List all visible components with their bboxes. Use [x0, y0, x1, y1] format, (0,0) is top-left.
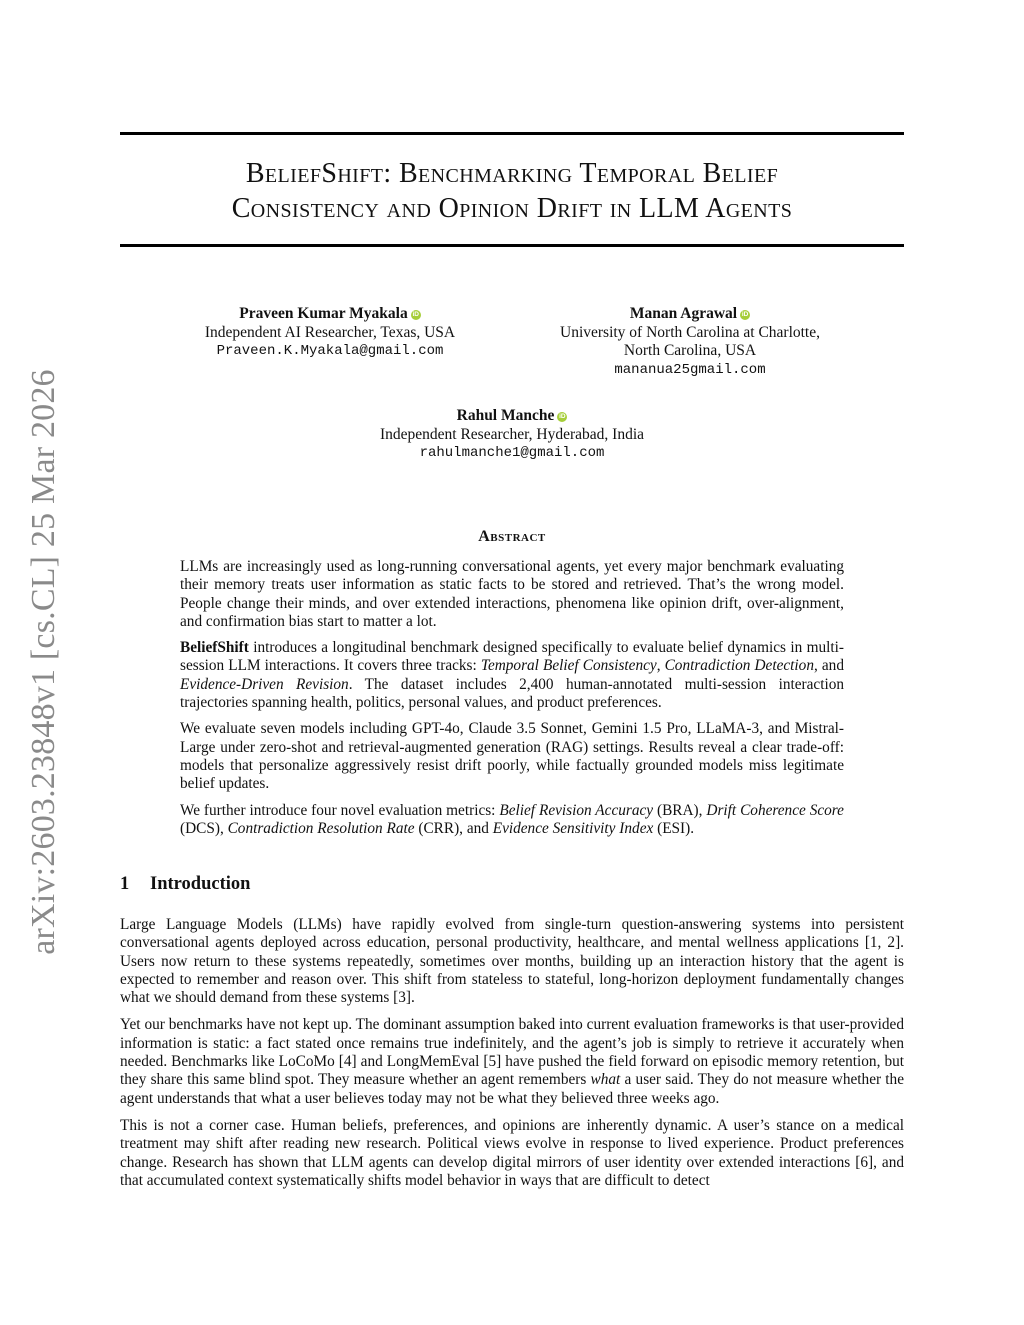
author-block-2: [540, 305, 840, 379]
title-rule-bottom: [120, 244, 904, 247]
intro-paragraph-3: This is not a corner case. Human beliefs, preferences, and opinions are inherently dynamic. A user’s stance on a medical treatment may shift after reading new research. Political views evolve in response to lived experience. Product preferences change. Research has shown that LLM agents can develop digital mirrors of user identity over extended interactions [6], and that accumulated context systematically shifts model behavior in ways that are difficult to detect: [120, 1116, 904, 1189]
author-affiliation-line-2: North Carolina, USA: [623, 342, 757, 359]
abstract-paragraph-3: We evaluate seven models including GPT-4o, Claude 3.5 Sonnet, Gemini 1.5 Pro, LLaMA-3, and Mistral-Large under zero-shot and retrieval-augmented generation (RAG) settings. Results reveal a clear trade-off: models that personalize aggressively resist drift poorly, while factually grounded models miss legitimate belief updates.: [180, 720, 844, 793]
title-rule-top: [120, 132, 904, 135]
track-name: Contradiction Detection: [664, 657, 814, 675]
intro-paragraph-1: Large Language Models (LLMs) have rapidly evolved from single-turn question-answering systems into persistent conversational agents deployed across education, personal productivity, healthcare, and mental wellness applications [1, 2]. Users now return to these systems repeatedly, sometimes over months, building up an interaction history that the agent is expected to remember and reason over. This shift from stateless to stateful, long-horizon deployment fundamentally changes what we should demand from these systems [3].: [120, 916, 904, 1007]
author-name: Manan Agrawal: [629, 305, 738, 322]
section-number: 1: [120, 874, 130, 894]
metric-name: Contradiction Resolution Rate: [227, 819, 415, 837]
orcid-icon[interactable]: iD: [412, 311, 419, 318]
benchmark-name: BeliefShift: [180, 639, 249, 657]
author-email[interactable]: mananua25gmail.com: [614, 361, 766, 378]
author-name: Rahul Manche: [456, 407, 555, 424]
author-name: Praveen Kumar Myakala: [239, 305, 408, 322]
author-affiliation: Independent Researcher, Hyderabad, India: [379, 425, 645, 443]
abstract-paragraph-4: We further introduce four novel evaluation metrics: Belief Revision Accuracy (BRA), Drift Coherence Score (DCS), Contradiction Resolution Rate (CRR), and Evidence Sensitivity Index (ESI).: [180, 801, 844, 837]
intro-paragraph-2: Yet our benchmarks have not kept up. The dominant assumption baked into current evaluation frameworks is that user-provided information is static: a fact stated once remains true indefinitely, and the agent’s job is simply to retrieve it accurately when needed. Benchmarks like LoCoMo [4] and LongMemEval [5] have pushed the field forward on episodic memory retention, but they share this same blind spot. They measure whether an agent remembers what a user said. They do not measure whether the agent understands that what a user believes today may not be what they believed three weeks ago.: [120, 1016, 904, 1107]
track-name: Evidence-Driven Revision: [180, 675, 349, 693]
track-name: Temporal Belief Consistency: [480, 657, 657, 675]
author-affiliation: University of North Carolina at Charlotte,: [560, 323, 820, 341]
orcid-icon[interactable]: iD: [559, 413, 566, 420]
introduction-body: [120, 916, 904, 1199]
paper-title-line-1: BeliefShift: Benchmarking Temporal Belief: [245, 158, 779, 189]
metric-name: Drift Coherence Score: [706, 801, 844, 819]
section-heading-introduction: [120, 874, 250, 895]
metric-name: Evidence Sensitivity Index: [492, 819, 654, 837]
author-email[interactable]: rahulmanche1@gmail.com: [419, 445, 605, 461]
orcid-icon[interactable]: iD: [741, 311, 749, 318]
abstract-paragraph-2: BeliefShift introduces a longitudinal benchmark designed specifically to evaluate belief dynamics in multi-session LLM interactions. It covers three tracks: Temporal Belief Consistency, Contradiction Detection, and Evidence-Driven Revision. The dataset includes 2,400 human-annotated multi-session interaction trajectories spanning health, politics, personal values, and product preferences.: [180, 639, 844, 712]
author-affiliation: Independent AI Researcher, Texas, USA: [204, 323, 456, 341]
abstract-heading: Abstract: [478, 528, 546, 545]
paper-title-line-2: Consistency and Opinion Drift in LLM Agents: [231, 193, 793, 224]
metric-name: Belief Revision Accuracy: [499, 801, 654, 819]
arxiv-identifier-stamp: arXiv:2603.23848v1 [cs.CL] 25 Mar 2026: [25, 369, 62, 955]
author-block-3: [350, 407, 674, 463]
abstract-paragraph-1: LLMs are increasingly used as long-running conversational agents, yet every major benchmark evaluating their memory treats user information as static facts to be stored and retrieved. That’s the wrong model. People change their minds, and over extended interactions, phenomena like opinion drift, over-alignment, and confirmation bias start to matter a lot.: [180, 558, 844, 630]
author-block-1: [180, 305, 480, 361]
abstract-body: [180, 558, 844, 846]
section-title: Introduction: [150, 874, 251, 894]
paper-title: [120, 156, 904, 226]
author-email[interactable]: Praveen.K.Myakala@gmail.com: [216, 343, 444, 359]
